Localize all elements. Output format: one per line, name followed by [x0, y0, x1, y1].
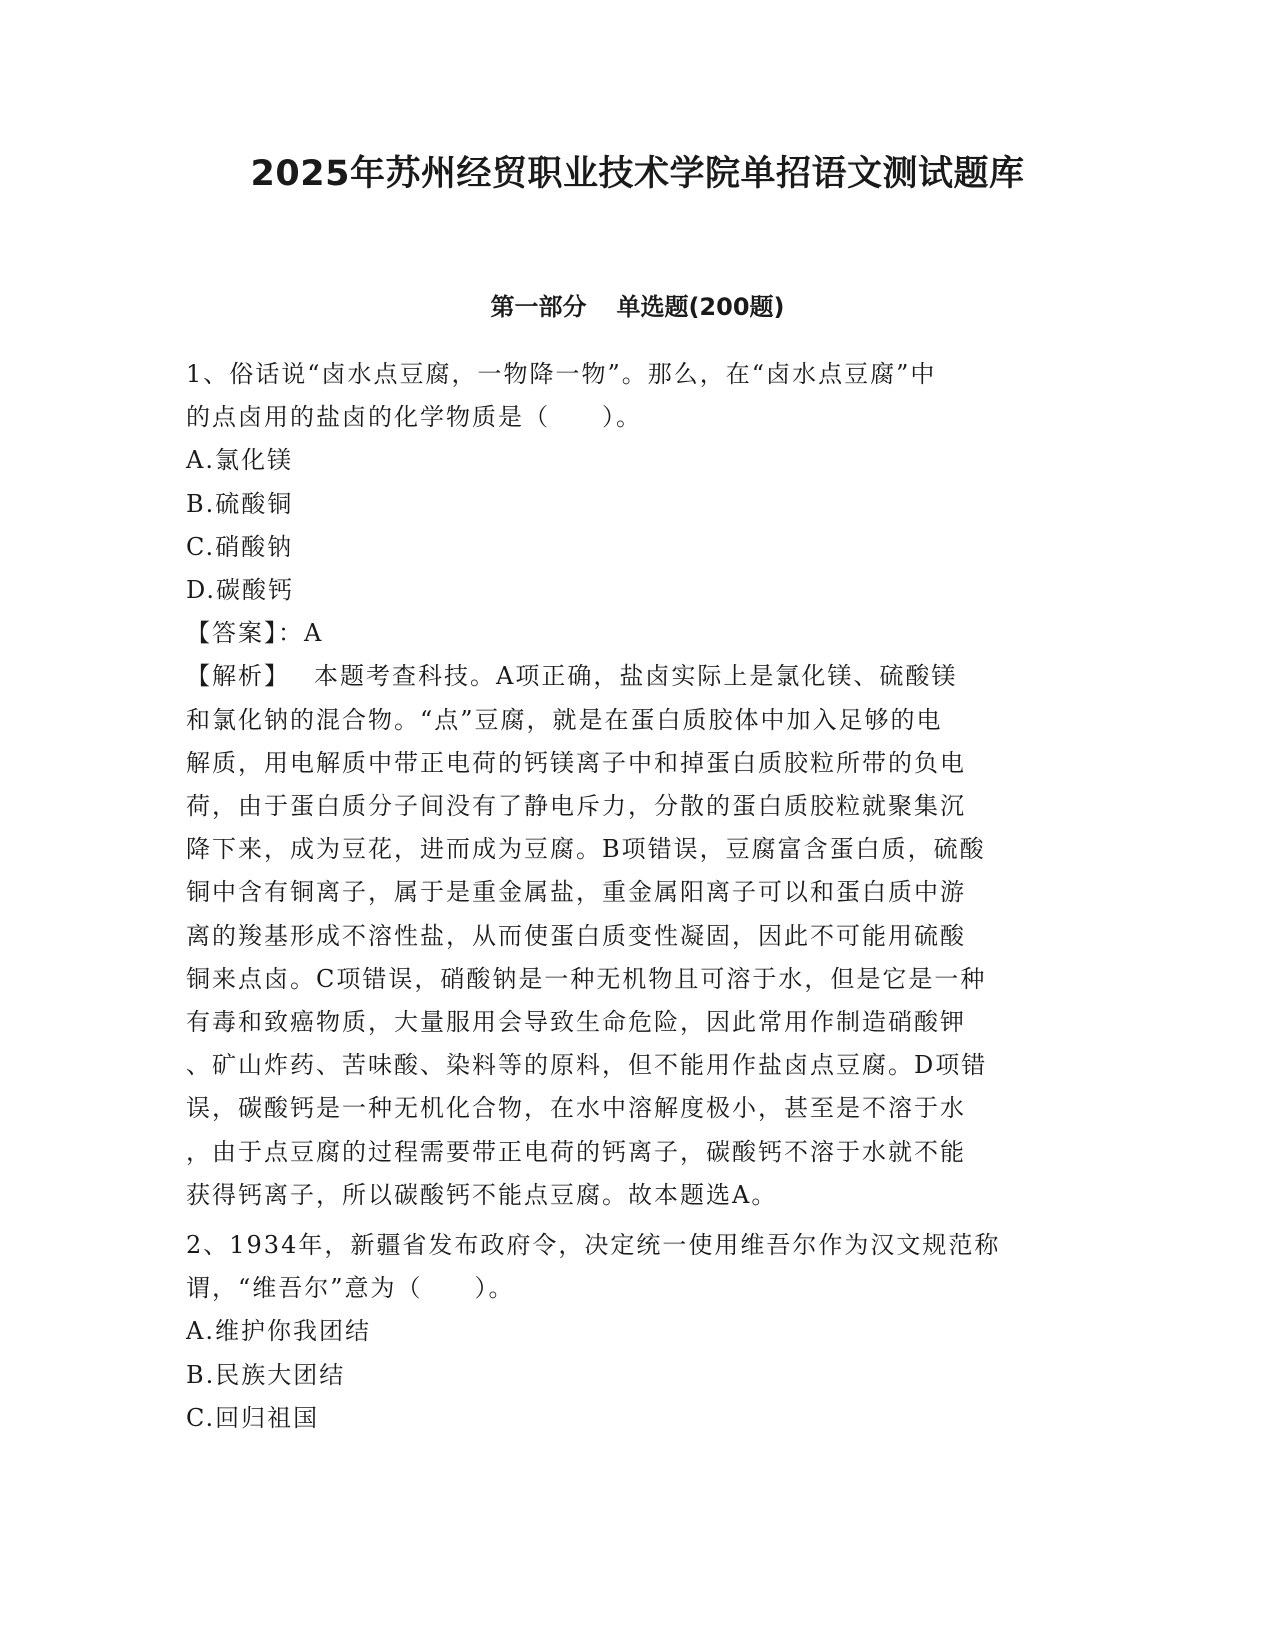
explanation-line: 铜来点卤。C项错误，硝酸钠是一种无机物且可溶于水，但是它是一种 [186, 964, 987, 993]
explanation-line [186, 655, 1086, 698]
section-part: 第一部分 [490, 293, 587, 321]
explanation-line: 误，碳酸钙是一种无机化合物，在水中溶解度极小，甚至是不溶于水 [186, 1094, 966, 1123]
explanation-line: 荷，由于蛋白质分子间没有了静电斥力，分散的蛋白质胶粒就聚集沉 [186, 792, 966, 821]
answer-line [186, 612, 1086, 655]
document-title: 2025年苏州经贸职业技术学院单招语文测试题库 [250, 154, 1025, 194]
section-title [0, 290, 1275, 324]
explanation-text: 本题考查科技。A项正确，盐卤实际上是氯化镁、硫酸镁 [314, 662, 958, 691]
section-name: 单选题(200题) [616, 293, 785, 321]
explanation-line: 有毒和致癌物质，大量服用会导致生命危险，因此常用作制造硝酸钾 [186, 1008, 966, 1037]
explanation-line: 、矿山炸药、苦味酸、染料等的原料，但不能用作盐卤点豆腐。D项错 [186, 1051, 988, 1080]
question-list [186, 353, 1086, 1440]
question-2 [186, 1224, 1086, 1440]
question-1 [186, 353, 1086, 1217]
option-a: A.氯化镁 [186, 446, 293, 475]
option-a: A.维护你我团结 [186, 1317, 371, 1346]
explanation-line: 获得钙离子，所以碳酸钙不能点豆腐。故本题选A。 [186, 1180, 778, 1209]
explanation-line: 降下来，成为豆花，进而成为豆腐。B项错误，豆腐富含蛋白质，硫酸 [186, 835, 986, 864]
explanation-line: 离的羧基形成不溶性盐，从而使蛋白质变性凝固，因此不可能用硫酸 [186, 921, 966, 950]
option-d: D.碳酸钙 [186, 576, 295, 605]
question-stem-line: 谓，“维吾尔”意为（ ）。 [186, 1274, 515, 1303]
answer-label: 【答案】： [186, 619, 304, 648]
explanation-line: 和氯化钠的混合物。“点”豆腐，就是在蛋白质胶体中加入足够的电 [186, 705, 943, 734]
option-b: B.民族大团结 [186, 1360, 346, 1389]
explanation-line: ，由于点豆腐的过程需要带正电荷的钙离子，碳酸钙不溶于水就不能 [186, 1137, 966, 1166]
explanation-label: 【解析】 [186, 662, 290, 691]
explanation-line: 解质，用电解质中带正电荷的钙镁离子中和掉蛋白质胶粒所带的负电 [186, 748, 966, 777]
question-stem-line: 1、俗话说“卤水点豆腐，一物降一物”。那么，在“卤水点豆腐”中 [186, 360, 937, 388]
question-spacer [186, 1217, 1086, 1224]
option-c: C.回归祖国 [186, 1403, 320, 1432]
question-stem-line: 2、1934年，新疆省发布政府令，决定统一使用维吾尔作为汉文规范称 [186, 1231, 1001, 1260]
option-b: B.硫酸铜 [186, 489, 294, 518]
answer-value: A [304, 619, 324, 648]
explanation-line: 铜中含有铜离子，属于是重金属盐，重金属阳离子可以和蛋白质中游 [186, 878, 966, 907]
question-stem-line: 的点卤用的盐卤的化学物质是（ ）。 [186, 403, 642, 432]
option-c: C.硝酸钠 [186, 532, 294, 561]
